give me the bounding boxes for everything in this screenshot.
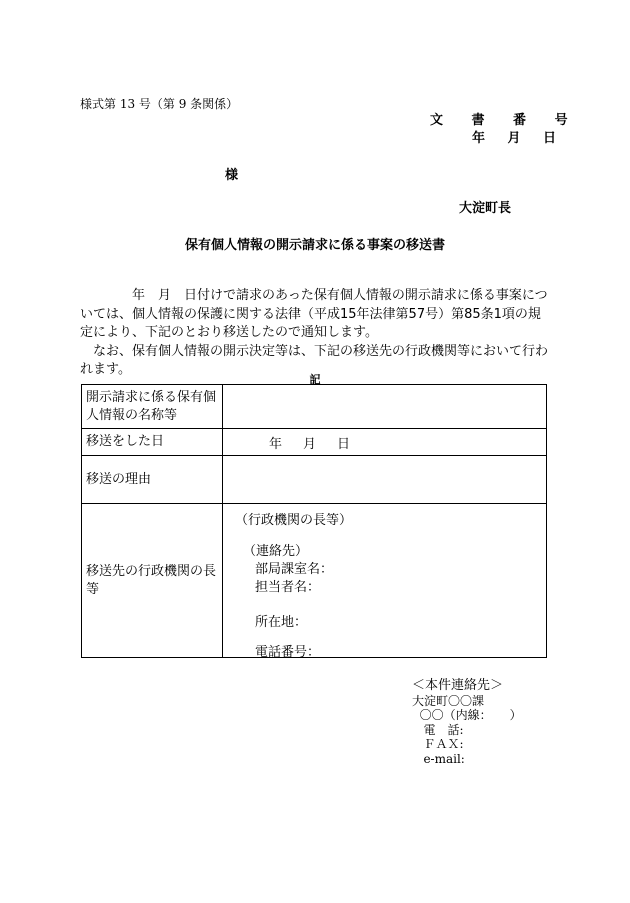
sender-name: 大淀町長 [459,201,512,216]
contact-line-department: 大淀町〇〇課 [412,693,485,708]
department-label: 部局課室名： [255,562,334,577]
label-transfer-date: 移送をした日 [82,429,223,456]
contact-box [412,679,522,766]
phone-label: 電話番号： [255,645,321,660]
value-info-name [223,385,547,429]
recipient-label: 様 [225,168,239,183]
form-number: 様式第 13 号（第 9 条関係） [80,97,239,111]
label-transfer-reason: 移送の理由 [82,456,223,504]
contact-heading: ＜本件連絡先＞ [412,678,504,693]
value-transfer-reason [223,456,547,504]
table-row [82,504,547,658]
table-row [82,385,547,429]
value-transfer-date: 年 月 日 [223,429,547,456]
person-label: 担当者名： [255,580,321,595]
contact-line-email: e-mail: [412,751,465,766]
contact-line-phone: 電 話: [412,722,464,737]
address-label: 所在地： [255,615,308,630]
document-number-label: 文 書 番 号 [430,113,580,128]
body-text [80,287,552,380]
body-paragraph-1: 年 月 日付けで請求のあった保有個人情報の開示請求に係る事案については、個人情報の保護に関する法律（平成15年法律第57号）第85条1項の規定により、下記のとおり移送したので通知します。 [80,288,548,340]
label-info-name: 開示請求に係る保有個人情報の名称等 [82,385,223,429]
ki-heading: 記 [309,373,321,386]
document-title: 保有個人情報の開示請求に係る事案の移送書 [184,238,445,253]
contact-label: （連絡先） [243,544,309,559]
date-line: 年 月 日 [472,131,566,146]
table-row [82,456,547,504]
contact-line-extension: 〇〇（内線： ） [412,708,522,722]
destination-details [223,504,547,658]
contact-line-fax: ＦＡＸ: [412,737,464,751]
transfer-details-table [81,384,547,658]
label-destination: 移送先の行政機関の長等 [82,504,223,658]
body-paragraph-2: なお、保有個人情報の開示決定等は、下記の移送先の行政機関等において行われます。 [80,343,549,377]
table-row [82,429,547,456]
destination-head: （行政機関の長等） [235,513,353,528]
